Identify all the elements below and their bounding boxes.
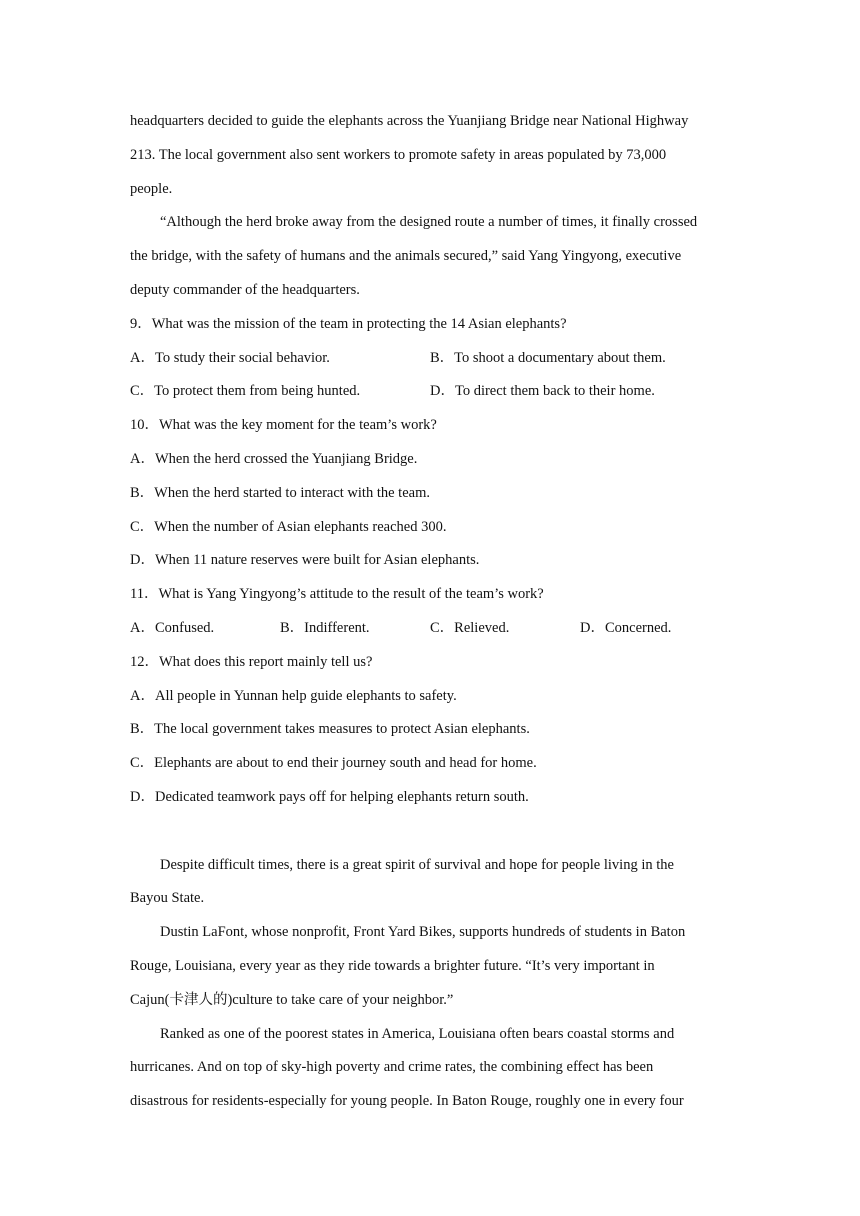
option-a: A．When the herd crossed the Yuanjiang Bridge. [130,450,418,467]
paragraph-line: Despite difficult times, there is a great spirit of survival and hope for people living in the [160,856,674,873]
paragraph-line: deputy commander of the headquarters. [130,281,360,298]
passage-2 [130,849,730,1119]
option-b: B．To shoot a documentary about them. [430,349,666,366]
paragraph-line: “Although the herd broke away from the designed route a number of times, it finally crossed [160,214,698,231]
question-10 [130,409,730,578]
question-stem: 11．What is Yang Yingyong’s attitude to the result of the team’s work? [130,586,544,603]
option-c: C．To protect them from being hunted. [130,383,361,400]
option-row [130,612,730,646]
option-b: B．The local government takes measures to protect Asian elephants. [130,721,530,738]
question-11 [130,578,730,646]
paragraph-line: Rouge, Louisiana, every year as they ride towards a brighter future. “It’s very important in [130,957,655,974]
paragraph-line: disastrous for residents-especially for young people. In Baton Rouge, roughly one in every four [130,1093,684,1110]
paragraph-line: Dustin LaFont, whose nonprofit, Front Yard Bikes, supports hundreds of students in Baton [160,924,686,941]
option-c: C．When the number of Asian elephants reached 300. [130,518,447,535]
option-b: B．When the herd started to interact with the team. [130,484,430,501]
option-row [130,375,730,409]
option-d: D．Concerned. [580,619,672,636]
option-d: D．When 11 nature reserves were built for Asian elephants. [130,552,480,569]
option-a: A．To study their social behavior. [130,349,330,366]
paragraph-line: Ranked as one of the poorest states in America, Louisiana often bears coastal storms and [160,1025,675,1042]
option-d: D．To direct them back to their home. [430,383,655,400]
paragraph-line: 213. The local government also sent workers to promote safety in areas populated by 73,000 [130,146,667,163]
paragraph-line: Bayou State. [130,890,205,907]
option-a: A．All people in Yunnan help guide elephants to safety. [130,687,457,704]
section-gap [130,815,730,849]
question-9 [130,308,730,409]
document-page [130,105,730,1119]
passage-1 [130,105,730,308]
paragraph-line: hurricanes. And on top of sky-high poverty and crime rates, the combining effect has been [130,1059,654,1076]
paragraph-line: Cajun(卡津人的)culture to take care of your neighbor.” [130,991,454,1008]
paragraph-line: the bridge, with the safety of humans and the animals secured,” said Yang Yingyong, executive [130,248,682,265]
option-a: A．Confused. [130,619,215,636]
question-stem: 12．What does this report mainly tell us? [130,653,373,670]
paragraph-line: headquarters decided to guide the elephants across the Yuanjiang Bridge near National Highway [130,113,689,129]
option-b: B．Indifferent. [280,619,370,636]
option-c: C．Elephants are about to end their journey south and head for home. [130,755,537,772]
question-12 [130,646,730,815]
option-row [130,342,730,376]
question-stem: 10．What was the key moment for the team’s work? [130,417,437,434]
option-c: C．Relieved. [430,619,510,636]
paragraph-line: people. [130,180,173,197]
question-stem: 9．What was the mission of the team in protecting the 14 Asian elephants? [130,315,567,332]
option-d: D．Dedicated teamwork pays off for helping elephants return south. [130,788,529,805]
